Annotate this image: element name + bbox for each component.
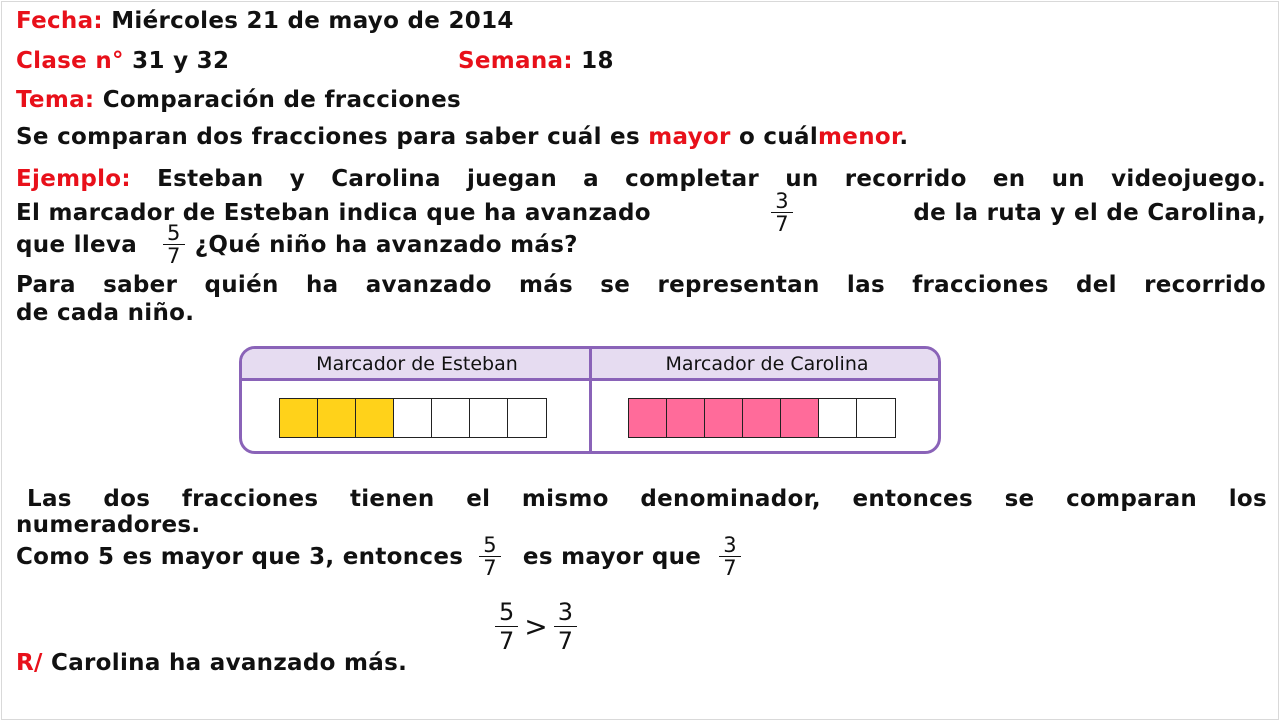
example-line-3 <box>16 222 578 267</box>
fraction-numerator: 3 <box>771 190 793 213</box>
filled-part <box>356 399 394 437</box>
scoreboard-divider <box>589 349 592 451</box>
tema-value: Comparación de fracciones <box>102 87 461 113</box>
fraction-denominator: 7 <box>775 212 789 236</box>
example-text-3b: ¿Qué niño ha avanzado más? <box>194 231 578 258</box>
filled-part <box>629 399 667 437</box>
fecha-line <box>16 8 514 34</box>
filled-part <box>781 399 819 437</box>
fraction-numerator: 3 <box>719 534 741 557</box>
esteban-fraction-bar <box>279 398 547 438</box>
empty-part <box>432 399 470 437</box>
greater-than-symbol: > <box>524 610 548 643</box>
scoreboard-panel <box>239 346 941 454</box>
answer-line <box>16 650 407 676</box>
inequality-right-fraction <box>554 598 577 655</box>
empty-part <box>819 399 857 437</box>
example-text-1: Esteban y Carolina juegan a completar un recorrido en un videojuego. <box>157 166 1267 192</box>
example-text-2a: El marcador de Esteban indica que ha avanzado <box>16 199 651 226</box>
intro-text-2: o cuál <box>739 124 819 150</box>
example-text-2b: de la ruta y el de Carolina, <box>913 199 1266 226</box>
fraction-carolina <box>163 222 185 267</box>
example-line-1 <box>16 166 1266 192</box>
empty-part <box>394 399 432 437</box>
fraction-numerator: 5 <box>163 222 185 245</box>
inequality-left-fraction <box>495 598 518 655</box>
intro-line <box>16 124 908 150</box>
represent-line-1 <box>16 272 1266 298</box>
conclusion-line-1 <box>27 486 1267 512</box>
filled-part <box>667 399 705 437</box>
fraction-numerator: 5 <box>479 534 501 557</box>
filled-part <box>318 399 356 437</box>
filled-part <box>705 399 743 437</box>
filled-part <box>280 399 318 437</box>
represent-line-2 <box>16 300 194 326</box>
conclusion-text-1: Las dos fracciones tienen el mismo denominador, entonces se comparan los <box>27 486 1267 512</box>
fraction-numerator: 3 <box>554 598 577 627</box>
fraction-denominator: 7 <box>483 556 497 580</box>
answer-label: R/ <box>16 650 43 676</box>
example-label: Ejemplo: <box>16 166 131 192</box>
fraction-denominator: 7 <box>557 627 574 655</box>
fecha-label: Fecha: <box>16 8 103 34</box>
esteban-title: Marcador de Esteban <box>316 353 518 375</box>
conclusion-text-3a: Como 5 es mayor que 3, entonces <box>16 543 464 570</box>
tema-line <box>16 87 461 113</box>
conclusion-line-3 <box>16 534 745 579</box>
answer-text: Carolina ha avanzado más. <box>51 650 408 676</box>
carolina-fraction-bar <box>628 398 896 438</box>
fraction-numerator: 5 <box>495 598 518 627</box>
fraction-denominator: 7 <box>167 244 181 268</box>
conclusion-text-2: numeradores. <box>16 512 201 538</box>
represent-text-2: de cada niño. <box>16 300 195 326</box>
semana-value: 18 <box>581 48 614 74</box>
represent-text-1: Para saber quién ha avanzado más se representan las fracciones del recorrido <box>16 272 1266 298</box>
intro-menor: menor <box>818 124 900 150</box>
empty-part <box>857 399 895 437</box>
intro-mayor: mayor <box>648 124 731 150</box>
tema-label: Tema: <box>16 87 95 113</box>
intro-text-3: . <box>899 124 909 150</box>
fraction-esteban <box>771 190 793 235</box>
empty-part <box>470 399 508 437</box>
clase-label: Clase n° <box>16 48 124 74</box>
intro-text-1: Se comparan dos fracciones para saber cuál es <box>16 124 640 150</box>
fraction-three-sevenths <box>719 534 741 579</box>
filled-part <box>743 399 781 437</box>
carolina-title: Marcador de Carolina <box>665 353 869 375</box>
conclusion-text-3b: es mayor que <box>522 543 702 570</box>
fraction-denominator: 7 <box>499 627 515 655</box>
clase-line <box>16 48 229 74</box>
semana-label: Semana: <box>458 48 573 74</box>
example-text-3a: que lleva <box>16 231 138 258</box>
inequality <box>491 598 581 655</box>
fecha-value: Miércoles 21 de mayo de 2014 <box>111 8 514 34</box>
clase-value: 31 y 32 <box>132 48 230 74</box>
fraction-five-sevenths <box>479 534 501 579</box>
empty-part <box>508 399 546 437</box>
fraction-denominator: 7 <box>723 556 737 580</box>
semana-line <box>458 48 614 74</box>
